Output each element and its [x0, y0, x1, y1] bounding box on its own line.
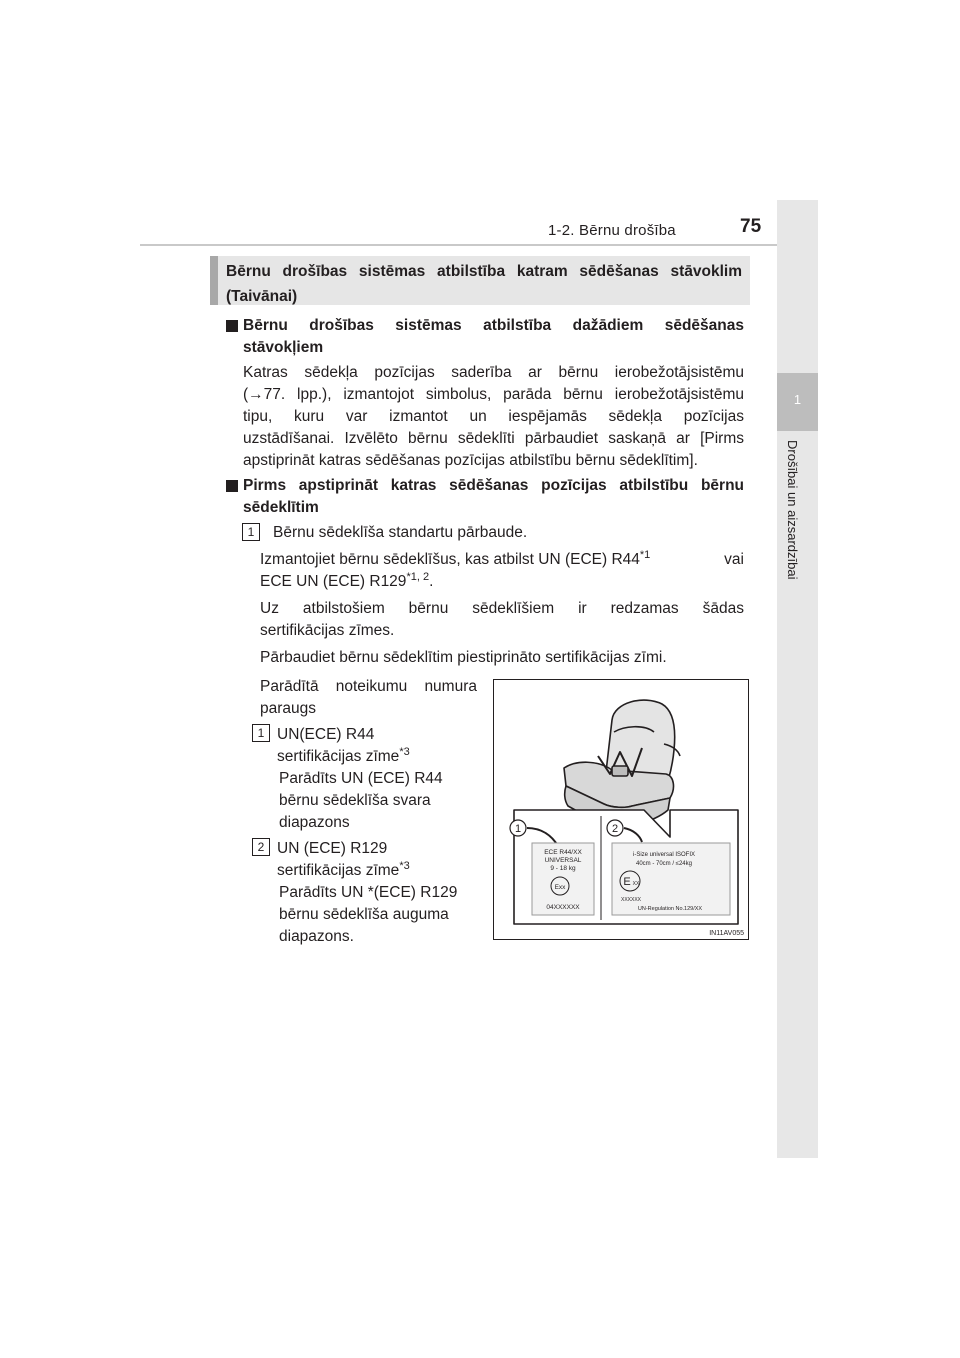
example-line-2: paraugs	[260, 700, 317, 717]
item-1-desc-line-1: Parādīts UN (ECE) R44	[279, 770, 443, 787]
r129-e-mark-sub: XX	[632, 881, 640, 887]
step-p2-line-1: Uz atbilstošiem bērnu sēdeklīšiem ir redzamas šādas	[260, 600, 744, 617]
step-p1-line-2-text: ECE UN (ECE) R129	[260, 573, 407, 590]
r129-e-mark: E	[623, 876, 631, 888]
footnote-ref: *1	[639, 548, 651, 561]
item-1-desc-line-2: bērnu sēdeklīša svara	[279, 792, 431, 809]
r129-label-line-1: i-Size universal ISOFIX	[632, 852, 696, 858]
bullet-square-icon	[226, 480, 238, 492]
section1-para-line-1: Katras sēdekļa pozīcijas saderība ar bērnu ierobežotājsistēmu	[243, 364, 744, 381]
section1-para-line-2: (→77. lpp.), izmantojot simbolus, parāda bērnu ierobežotājsistēmu	[243, 386, 744, 403]
item-2-desc-line-2: bērnu sēdeklīša auguma	[279, 906, 449, 923]
step-p1-line-1-text: Izmantojiet bērnu sēdeklīšus, kas atbilst UN (ECE) R44	[260, 551, 640, 568]
page-number: 75	[740, 216, 762, 237]
title-line-2: (Taivānai)	[226, 288, 298, 305]
r44-code: 04XXXXXX	[546, 904, 580, 911]
r129-label-line-2: 40cm - 70cm / ≤24kg	[636, 861, 692, 867]
item-2-line-1: UN (ECE) R129	[277, 840, 388, 857]
step-p2-line-2: sertifikācijas zīmes.	[260, 622, 395, 639]
figure-code: IN11AV055	[709, 930, 744, 937]
title-line-1: Bērnu drošības sistēmas atbilstība katram sēdēšanas stāvoklim	[226, 263, 742, 280]
item-1-line-2-text: sertifikācijas zīme	[277, 748, 400, 765]
header-rule	[140, 244, 818, 246]
child-seat-icon	[564, 700, 680, 827]
section1-heading-line-1: Bērnu drošības sistēmas atbilstība dažādiem sēdēšanas	[243, 317, 744, 334]
footnote-ref: *1, 2	[406, 570, 430, 583]
callout-2-label: 2	[611, 823, 619, 835]
r44-e-mark: Exx	[554, 884, 566, 891]
item-2-line-2-text: sertifikācijas zīme	[277, 862, 400, 879]
item-2-desc-line-3: diapazons.	[279, 928, 354, 945]
step-p1-line-2	[260, 571, 433, 593]
item-2-line-2	[277, 860, 410, 882]
section1-para-line-5: apstiprināt katras sēdēšanas pozīcijas atbilstību bērnu sēdeklītim].	[243, 452, 698, 469]
item-1-line-1: UN(ECE) R44	[277, 726, 375, 743]
child-seat-illustration	[494, 680, 748, 939]
footnote-ref: *3	[399, 745, 410, 758]
section-label: 1-2. Bērnu drošība	[548, 222, 676, 239]
item-1-desc-line-3: diapazons	[279, 814, 350, 831]
callout-1-label: 1	[514, 823, 522, 835]
step-number-box: 1	[242, 523, 260, 541]
step-p1-line-1	[260, 549, 744, 571]
r44-label-line-3: 9 - 18 kg	[550, 865, 576, 872]
chapter-title: Drošībai un aizsardzībai	[785, 440, 800, 580]
example-line-1: Parādītā noteikumu numura	[260, 678, 477, 695]
r129-regulation: UN-Regulation No.129/XX	[637, 906, 703, 912]
item-2-desc-line-1: Parādīts UN *(ECE) R129	[279, 884, 458, 901]
step-p1-line-2-end: .	[429, 573, 434, 590]
section1-para-line-3: tipu, kuru var izmantot un iespējamās sēdekļa pozīcijas	[243, 408, 744, 425]
section1-para-line-4: uzstādīšanai. Izvēlēto bērnu sēdeklīti pārbaudiet saskaņā ar [Pirms	[243, 430, 744, 447]
item-1-line-2	[277, 746, 410, 768]
item-2-number-box: 2	[252, 838, 270, 856]
step-title: Bērnu sēdeklīša standartu pārbaude.	[273, 524, 528, 541]
footnote-ref: *3	[399, 859, 410, 872]
chapter-side-tab	[777, 200, 818, 1158]
step-p3: Pārbaudiet bērnu sēdeklītim piestiprināto sertifikācijas zīmi.	[260, 649, 667, 666]
section2-heading-line-2: sēdeklītim	[243, 499, 319, 516]
step-p1-line-1-end: vai	[724, 551, 744, 568]
r129-code: XXXXXX	[621, 897, 642, 903]
certification-figure	[493, 679, 749, 940]
r44-label-line-1: ECE R44/XX	[544, 849, 582, 856]
item-1-number-box: 1	[252, 724, 270, 742]
section1-heading-line-2: stāvokļiem	[243, 339, 324, 356]
r44-label-line-2: UNIVERSAL	[544, 857, 582, 864]
chapter-number: 1	[793, 392, 802, 407]
section2-heading-line-1: Pirms apstiprināt katras sēdēšanas pozīcijas atbilstību bērnu	[243, 477, 744, 494]
bullet-square-icon	[226, 320, 238, 332]
